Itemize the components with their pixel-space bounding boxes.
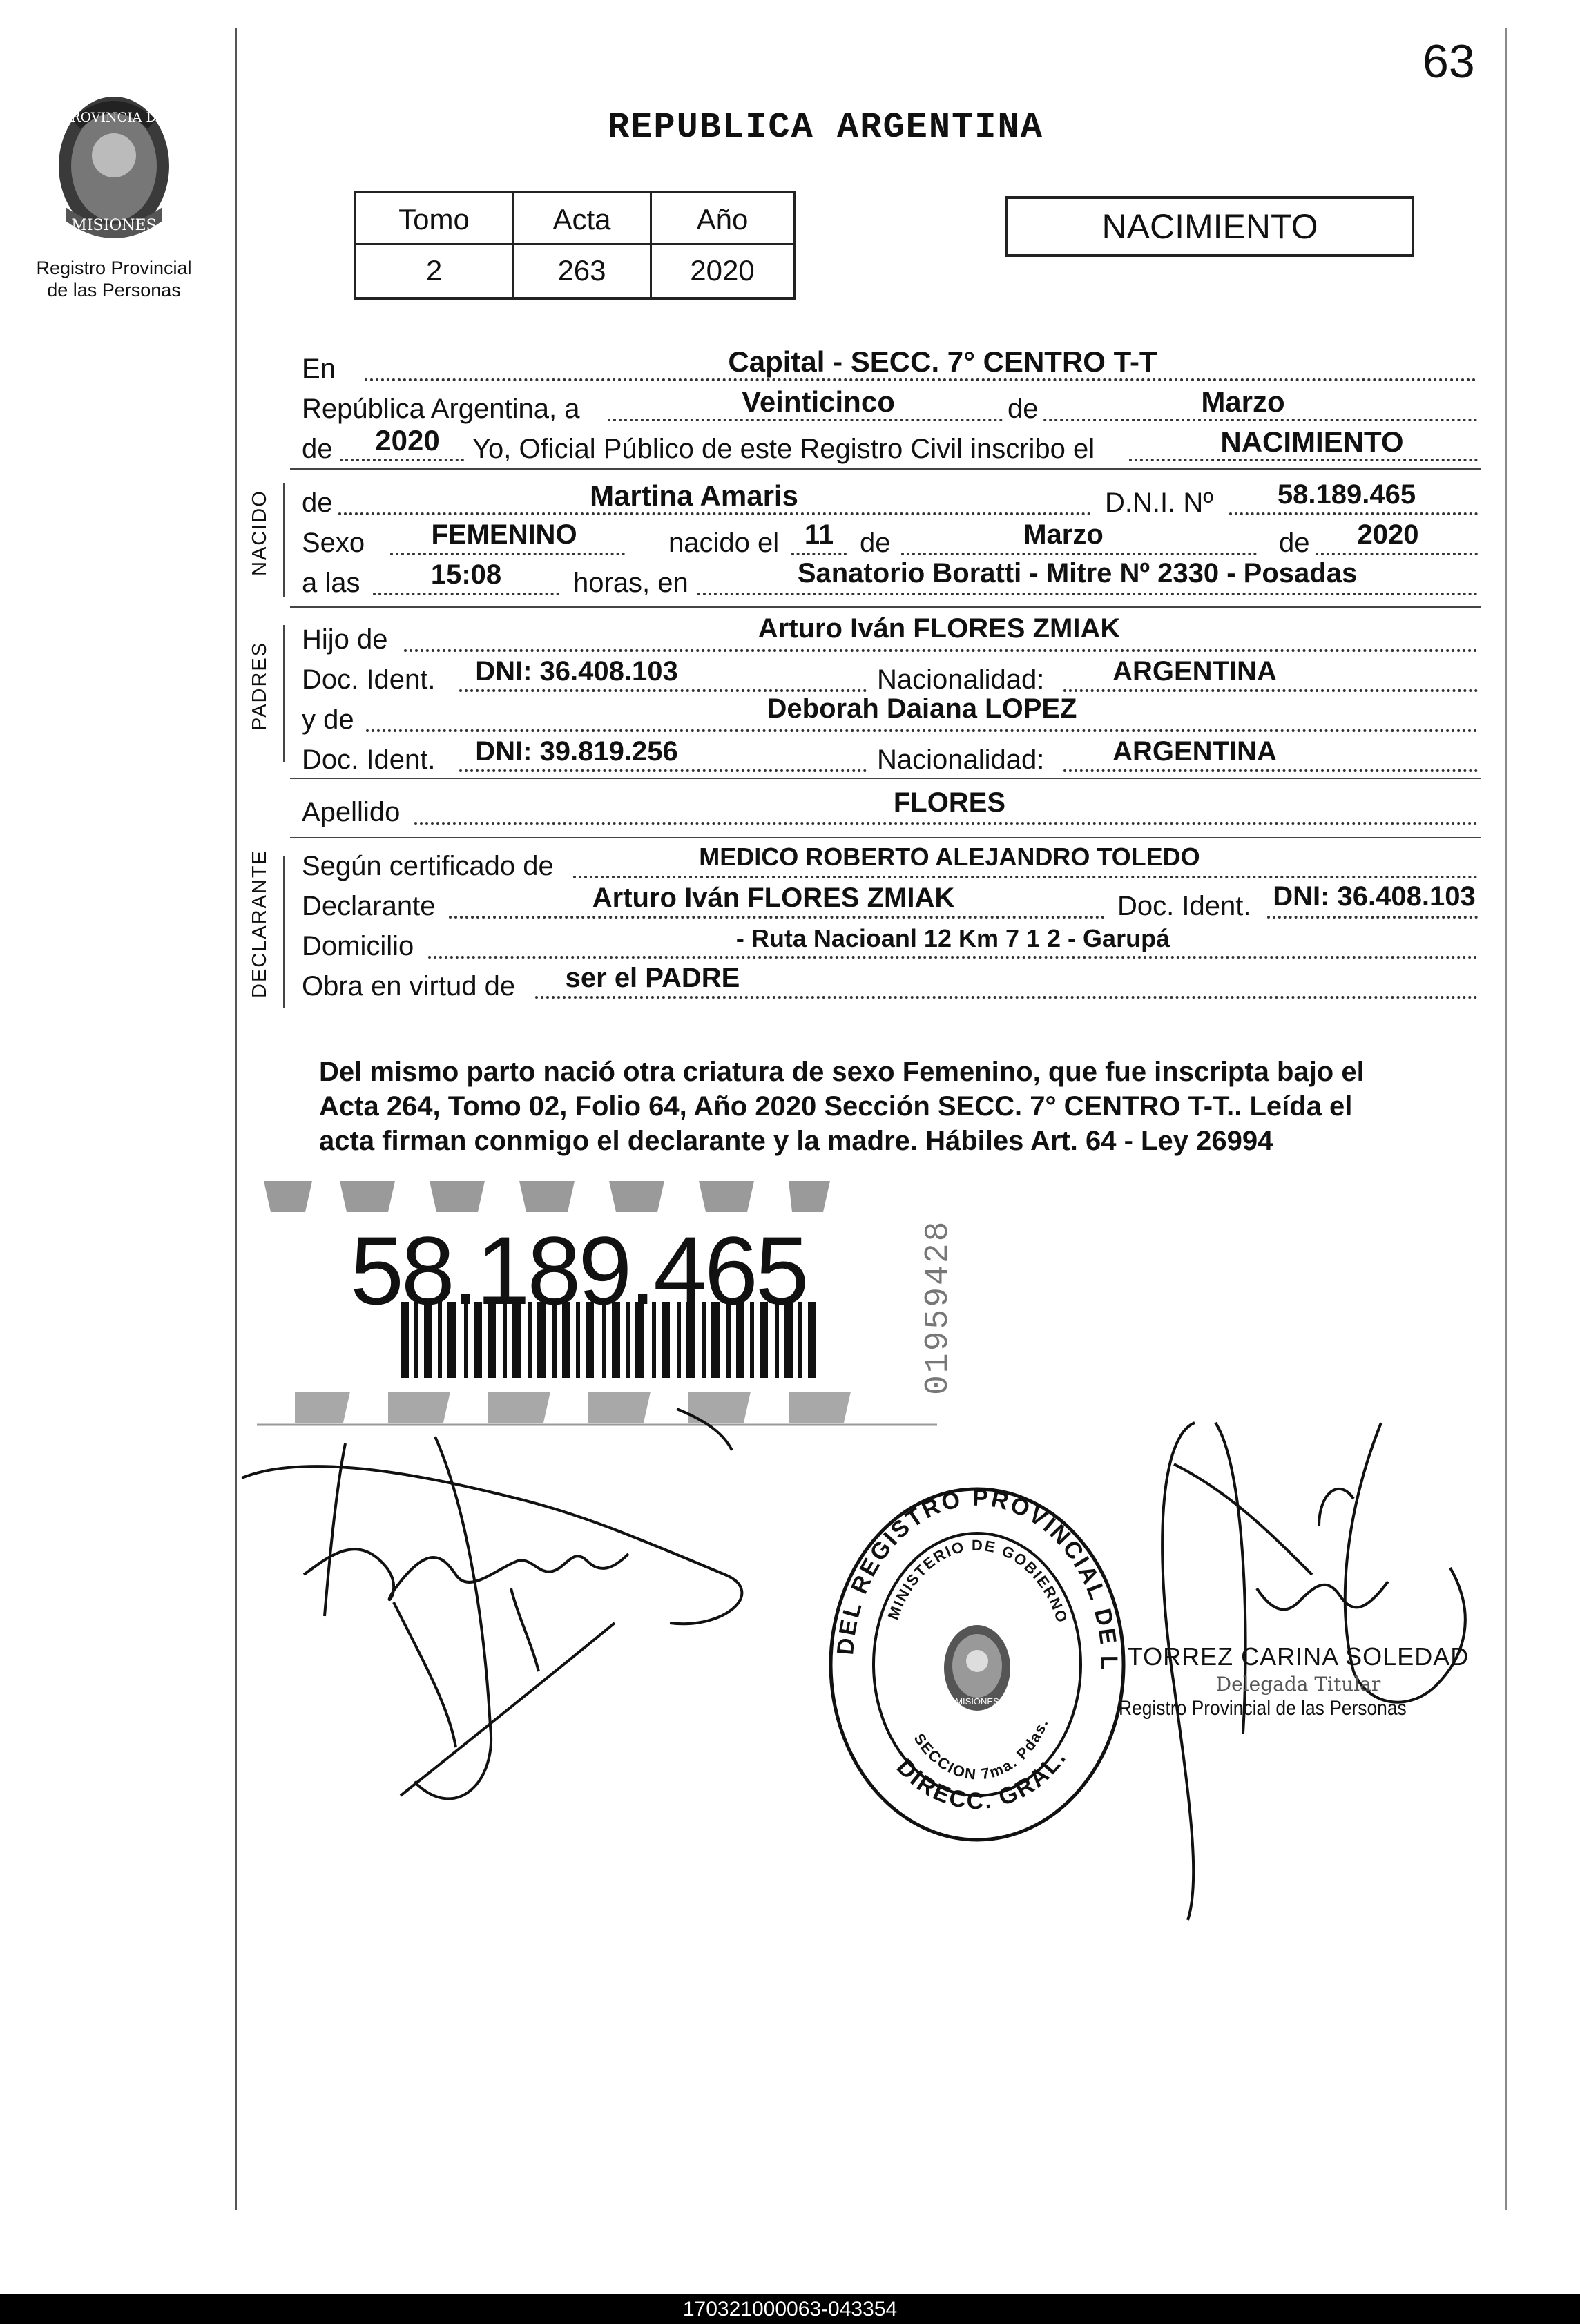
- y-de-label: y de: [302, 704, 354, 735]
- section-label-padres: PADRES: [249, 641, 271, 731]
- cert-label: Según certificado de: [302, 851, 554, 881]
- seal-emblem: [944, 1625, 1010, 1711]
- document-title: REPUBLICA ARGENTINA: [608, 107, 1043, 148]
- nacido-el-label: nacido el: [668, 528, 780, 558]
- nacido-name-value: Martina Amaris: [590, 479, 798, 512]
- republica-label: República Argentina, a: [302, 394, 580, 424]
- domicilio-value: - Ruta Nacioanl 12 Km 7 1 2 - Garupá: [735, 924, 1170, 952]
- mother-nat-value: ARGENTINA: [1112, 736, 1277, 767]
- sexo-label: Sexo: [302, 528, 365, 558]
- declarante-value: Arturo Iván FLORES ZMIAK: [592, 883, 955, 913]
- nacido-year-value: 2020: [1357, 519, 1419, 550]
- intro-record-value: NACIMIENTO: [1220, 425, 1404, 458]
- svg-text:MINISTERIO DE GOBIERNO: [885, 1537, 1072, 1626]
- birth-note: [319, 1055, 1479, 1158]
- place-value: Sanatorio Boratti - Mitre Nº 2330 - Posadas: [797, 558, 1358, 588]
- mother-name-value: Deborah Daiana LOPEZ: [767, 693, 1077, 724]
- a-las-label: a las: [302, 568, 360, 598]
- table-value-tomo: 2: [425, 254, 443, 287]
- obra-value: ser el PADRE: [565, 963, 740, 993]
- nacido-dni-value: 58.189.465: [1277, 479, 1416, 510]
- logo-bottom-text: MISIONES: [71, 217, 157, 234]
- note-line-1: Del mismo parto nació otra criatura de sexo Femenino, que fue inscripta bajo el: [319, 1057, 1365, 1087]
- table-header-acta: Acta: [552, 203, 611, 236]
- cert-value: MEDICO ROBERTO ALEJANDRO TOLEDO: [699, 843, 1200, 871]
- org-caption-line1: Registro Provincial: [36, 258, 192, 278]
- mother-doc-label: Doc. Ident.: [302, 745, 436, 775]
- father-doc-value: DNI: 36.408.103: [475, 656, 678, 686]
- right-margin-line: [1505, 28, 1507, 2210]
- seal-inner-bottom-text: SECCION 7ma. Pdas.: [910, 1716, 1052, 1783]
- table-header-ano: Año: [696, 203, 749, 236]
- nacido-de-label: de: [302, 488, 333, 518]
- seal-outer-bottom-text: DIRECC. GRAL.: [891, 1744, 1072, 1815]
- declarante-doc-label: Doc. Ident.: [1117, 891, 1251, 921]
- seal-inner-top-text: MINISTERIO DE GOBIERNO: [884, 1536, 1072, 1626]
- footer-bar: [0, 2294, 1580, 2324]
- note-line-3: acta firman conmigo el declarante y la madre. Hábiles Art. 64 - Ley 26994: [319, 1126, 1273, 1156]
- official-title: Delegada Titular: [1215, 1673, 1381, 1696]
- sticker-serial: 01959428: [920, 1219, 957, 1395]
- intro-de2-label: de: [302, 434, 333, 464]
- en-value: Capital - SECC. 7° CENTRO T-T: [728, 345, 1157, 378]
- dni-label: D.N.I. Nº: [1105, 488, 1213, 518]
- mother-nat-label: Nacionalidad:: [877, 745, 1045, 775]
- sticker-dni-number: 58.189.465: [350, 1216, 807, 1325]
- official-seal: [825, 1485, 1129, 1844]
- hijo-de-label: Hijo de: [302, 624, 388, 655]
- apellido-value: FLORES: [893, 787, 1006, 818]
- declarante-doc-value: DNI: 36.408.103: [1273, 881, 1476, 912]
- obra-label: Obra en virtud de: [302, 971, 516, 1001]
- nacido-de2-label: de: [860, 528, 891, 558]
- table-value-ano: 2020: [690, 254, 755, 287]
- note-line-2: Acta 264, Tomo 02, Folio 64, Año 2020 Sección SECC. 7° CENTRO T-T.. Leída el: [319, 1091, 1353, 1122]
- horas-label: horas, en: [573, 568, 688, 598]
- apellido-label: Apellido: [302, 797, 401, 827]
- page-number: 63: [1423, 35, 1475, 88]
- org-caption-line2: de las Personas: [47, 280, 181, 300]
- intro-day-value: Veinticinco: [742, 385, 895, 418]
- official-stamp: [1119, 1642, 1478, 1720]
- province-logo: [38, 83, 190, 256]
- intro-month-value: Marzo: [1201, 385, 1285, 418]
- declarant-signature: [228, 1395, 767, 1879]
- table-value-acta: 263: [557, 254, 606, 287]
- nacido-de3-label: de: [1279, 528, 1310, 558]
- record-type-label: NACIMIENTO: [1101, 207, 1318, 246]
- official-office: Registro Provincial de las Personas: [1119, 1697, 1407, 1720]
- father-nat-value: ARGENTINA: [1112, 656, 1277, 686]
- father-doc-label: Doc. Ident.: [302, 664, 436, 695]
- en-label: En: [302, 354, 336, 384]
- table-header-tomo: Tomo: [398, 203, 470, 236]
- nacido-day-value: 11: [804, 519, 834, 550]
- registry-table: [354, 191, 796, 300]
- officer-text: Yo, Oficial Público de este Registro Civil inscribo el: [472, 434, 1095, 464]
- dni-sticker: [257, 1171, 957, 1433]
- intro-year-value: 2020: [375, 424, 440, 457]
- sexo-value: FEMENINO: [431, 519, 577, 550]
- nacido-month-value: Marzo: [1023, 519, 1104, 550]
- logo-arc-text: PROVINCIA DE: [61, 110, 166, 125]
- left-margin-line: [235, 28, 237, 2210]
- domicilio-label: Domicilio: [302, 931, 414, 961]
- seal-outer-top-text: DEL REGISTRO PROVINCIAL DE L: [832, 1485, 1123, 1672]
- seal-center-text: MISIONES: [955, 1696, 999, 1707]
- section-label-declarante: DECLARANTE: [249, 849, 271, 998]
- declarante-label: Declarante: [302, 891, 436, 921]
- record-type-box: [1005, 196, 1414, 257]
- mother-doc-value: DNI: 39.819.256: [475, 736, 678, 767]
- section-label-nacido: NACIDO: [249, 490, 271, 576]
- footer-code: 170321000063-043354: [682, 2298, 898, 2321]
- official-name: TORREZ CARINA SOLEDAD: [1127, 1642, 1470, 1671]
- time-value: 15:08: [430, 559, 502, 590]
- org-caption: [14, 257, 214, 301]
- father-name-value: Arturo Iván FLORES ZMIAK: [758, 613, 1121, 644]
- father-nat-label: Nacionalidad:: [877, 664, 1045, 695]
- intro-de-label: de: [1005, 394, 1041, 425]
